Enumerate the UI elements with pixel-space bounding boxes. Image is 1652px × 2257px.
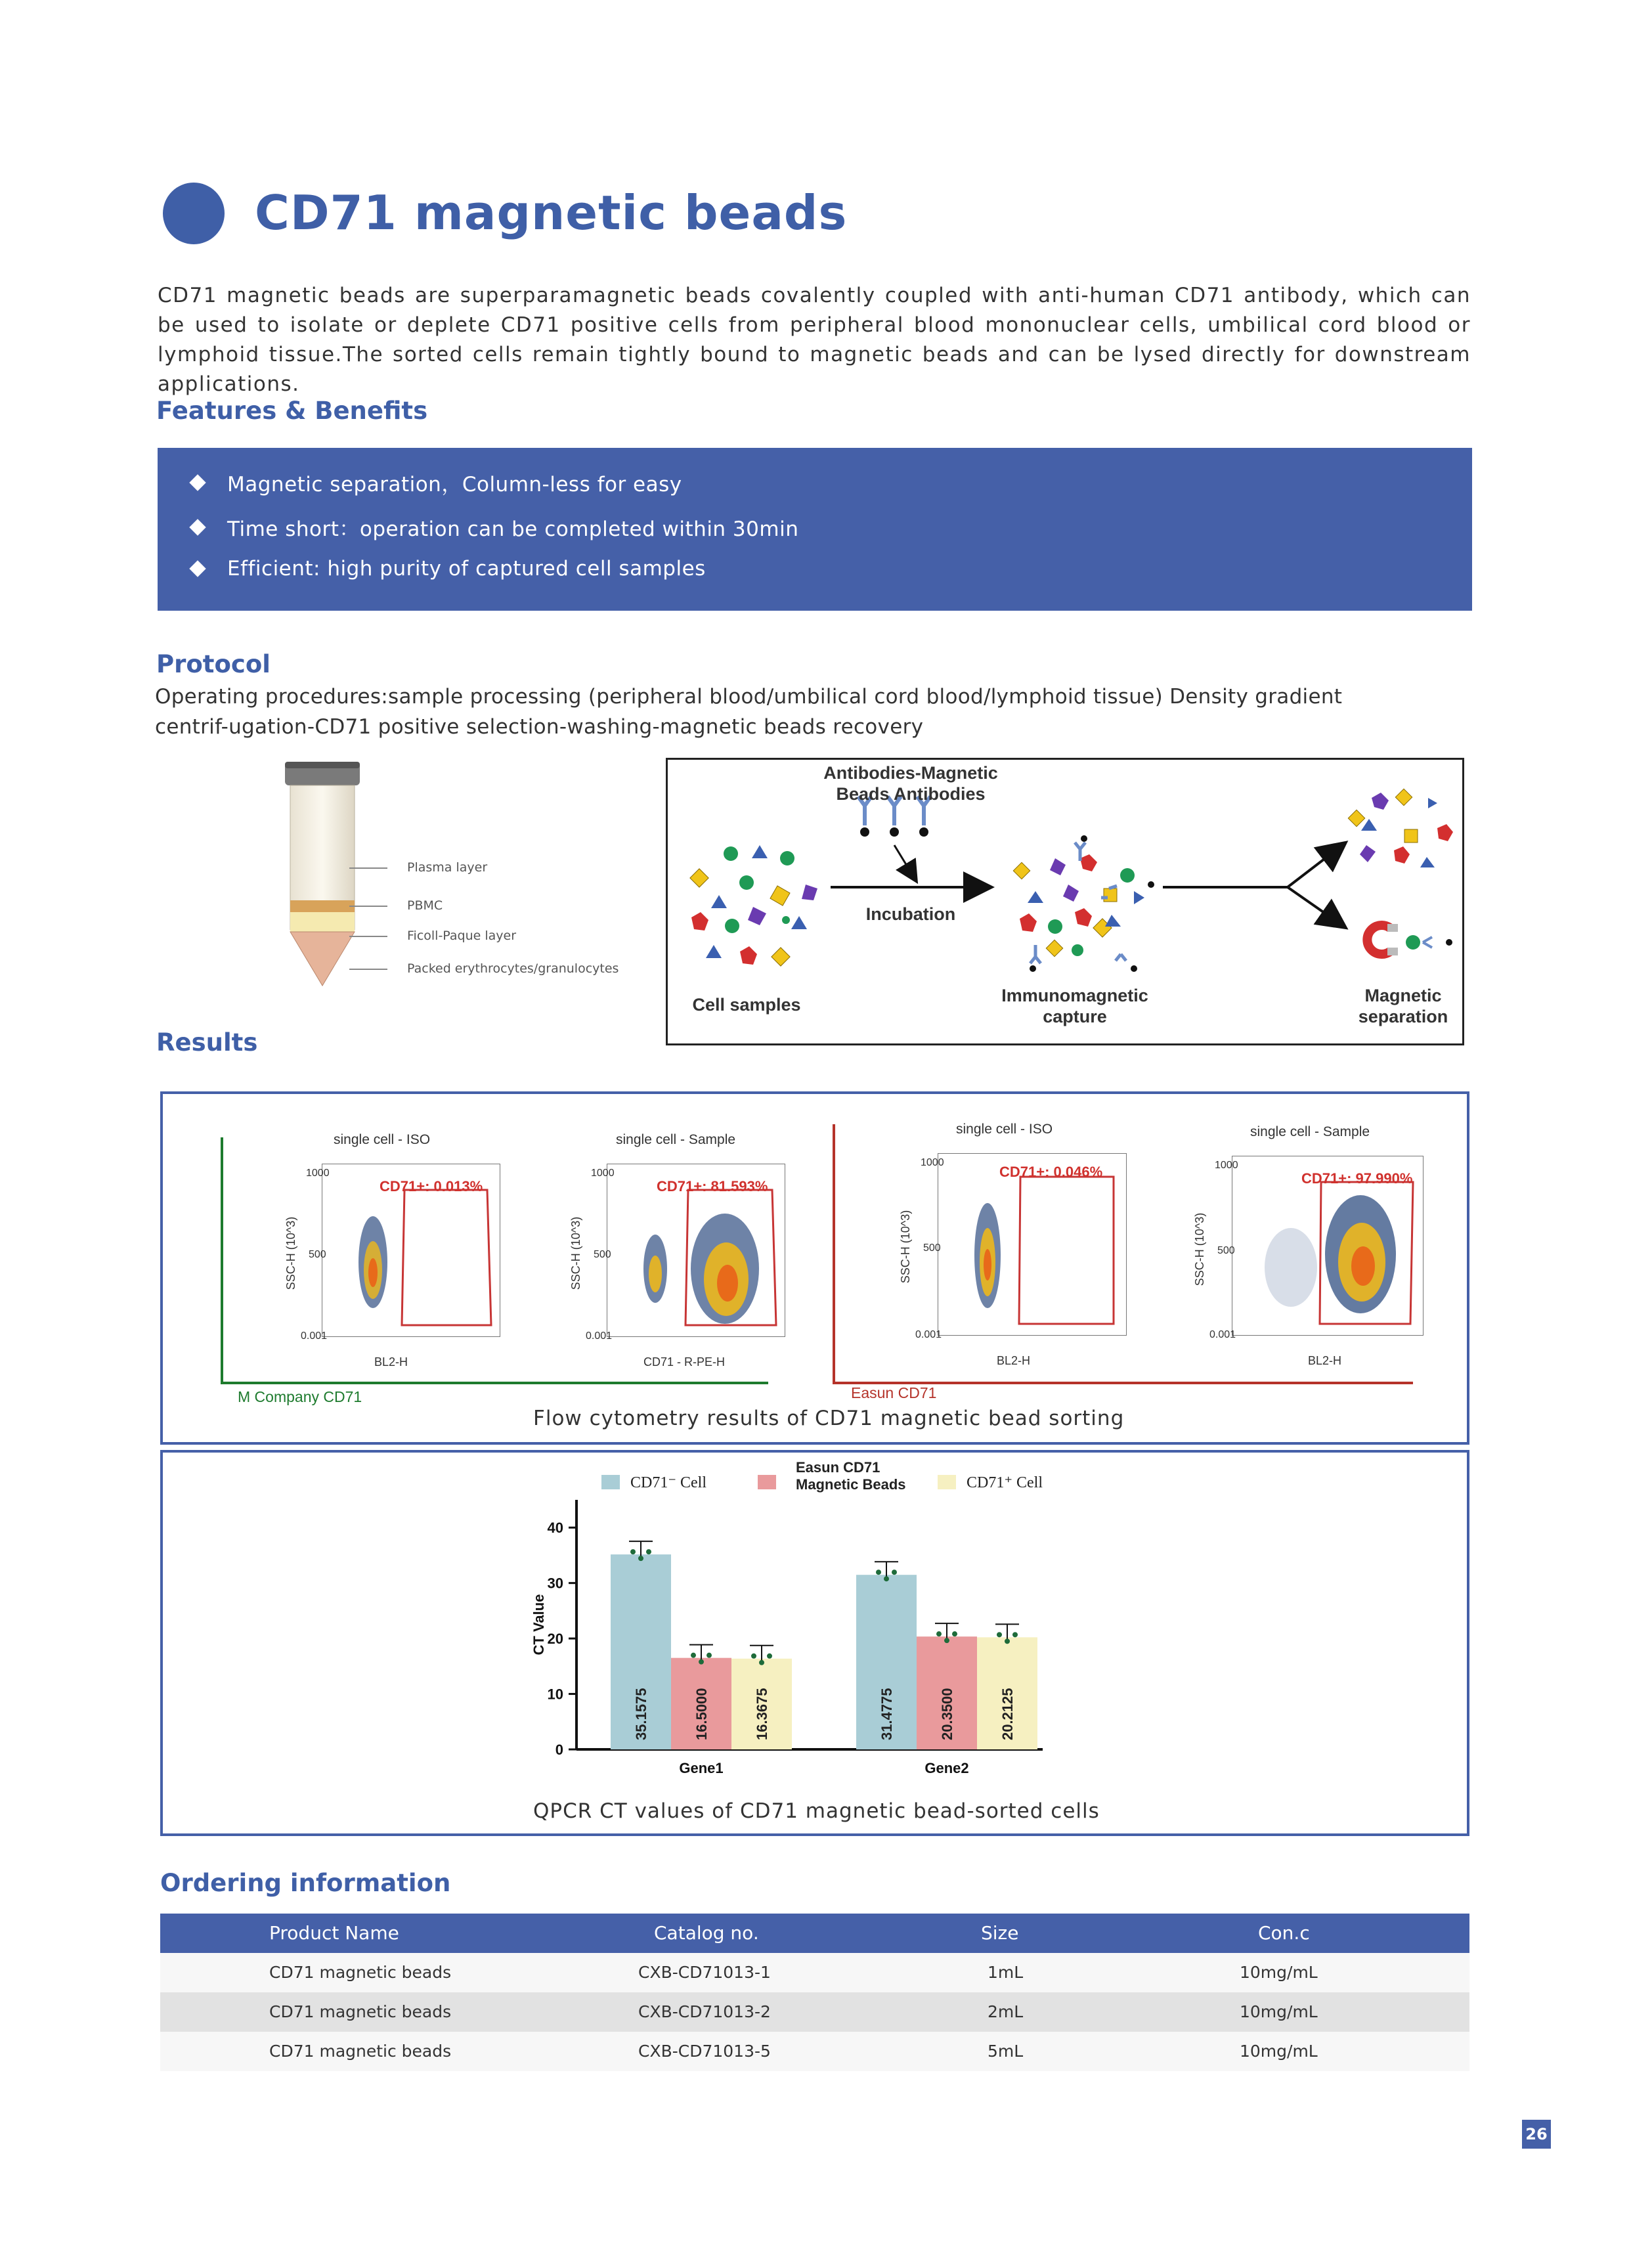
m-company-label: M Company CD71 <box>238 1388 362 1405</box>
intro-paragraph: CD71 magnetic beads are superparamagnetic beads covalently coupled with anti-human CD71 antibody, which can be used to isolate or deplete CD71 positive cells from peripheral blood mononuclear cells, umbilical cord blood or lymphoid tissue.The sorted cells remain tightly bound to magnetic beads and can be lysed directly for downstream applications. <box>158 284 1471 396</box>
table-row: CD71 magnetic beads CXB-CD71013-1 1mL 10mg/mL <box>160 1953 1469 1992</box>
tube-label: Ficoll-Paque layer <box>407 929 517 943</box>
bar-value-label: 20.3500 <box>939 1688 955 1740</box>
flow-plot: single cell - ISO CD71+: 0.013% 1000 500 0.001 SSC-H (10^3) BL2-H <box>288 1128 511 1371</box>
tube-label: Plasma layer <box>407 860 488 875</box>
bar-value-label: 20.2125 <box>999 1688 1016 1740</box>
qpcr-bar-chart <box>163 1453 1467 1833</box>
data-point <box>884 1576 889 1581</box>
separation-label: Magnetic separation <box>1358 986 1448 1026</box>
qpcr-panel <box>160 1450 1469 1836</box>
data-point <box>751 1654 756 1659</box>
data-point <box>706 1653 712 1658</box>
legend-swatch <box>758 1475 776 1489</box>
qpcr-caption: QPCR CT values of CD71 magnetic bead-sorted cells <box>533 1799 1100 1823</box>
legend-label: CD71⁻ Cell <box>630 1474 707 1491</box>
flow-plot: single cell - ISO CD71+: 0.046% 1000 500 0.001 SSC-H (10^3) BL2-H <box>901 1118 1137 1370</box>
gate-percentage: CD71+: 0.013% <box>380 1178 483 1194</box>
y-axis-label: CT Value <box>531 1594 547 1655</box>
plot-title: single cell - Sample <box>616 1132 736 1147</box>
data-point <box>1012 1632 1018 1637</box>
flow-plot: single cell - Sample CD71+: 97.990% 1000 500 0.001 SSC-H (10^3) BL2-H <box>1195 1120 1431 1372</box>
results-heading: Results <box>156 1028 258 1057</box>
bar-value-label: 31.4775 <box>879 1688 895 1740</box>
ordering-heading: Ordering information <box>160 1869 451 1897</box>
data-point <box>892 1569 897 1575</box>
tube-icon <box>276 759 643 996</box>
legend-label: Easun CD71 <box>796 1459 880 1476</box>
features-box <box>158 448 1472 611</box>
cell-samples-label: Cell samples <box>692 995 801 1015</box>
incubation-label: Incubation <box>865 904 956 924</box>
y-tick-label: 30 <box>547 1575 563 1592</box>
legend-label: CD71⁺ Cell <box>967 1474 1043 1491</box>
table-row: CD71 magnetic beads CXB-CD71013-2 2mL 10mg/mL <box>160 1992 1469 2032</box>
easun-label: Easun CD71 <box>851 1384 937 1401</box>
column-header: Catalog no. <box>654 1922 759 1944</box>
title-bullet-icon <box>163 183 225 244</box>
data-point <box>638 1556 643 1561</box>
data-point <box>767 1654 772 1659</box>
feature-item: Efficient: high purity of captured cell samples <box>192 557 706 581</box>
gate-percentage: CD71+: 97.990% <box>1301 1170 1413 1187</box>
gate-percentage: CD71+: 81.593% <box>657 1178 768 1194</box>
gate-percentage: CD71+: 0.046% <box>999 1164 1103 1180</box>
bar-value-label: 16.5000 <box>693 1688 710 1740</box>
data-point <box>1005 1638 1010 1644</box>
protocol-heading: Protocol <box>156 650 271 678</box>
column-header: Size <box>981 1922 1019 1944</box>
column-header: Con.c <box>1258 1922 1310 1944</box>
capture-label: Immunomagnetic capture <box>1001 986 1148 1026</box>
page-number: 26 <box>1522 2120 1551 2149</box>
data-point <box>630 1549 636 1554</box>
flow-caption: Flow cytometry results of CD71 magnetic bead sorting <box>533 1407 1125 1430</box>
y-tick-label: 0 <box>555 1742 563 1758</box>
flow-plot: single cell - Sample CD71+: 81.593% 1000 500 0.001 SSC-H (10^3) CD71 - R-PE-H <box>573 1128 796 1371</box>
centrifuge-tube-illustration <box>276 759 643 996</box>
diamond-bullet-icon <box>189 519 206 535</box>
features-heading: Features & Benefits <box>156 397 428 425</box>
protocol-text: Operating procedures:sample processing (peripheral blood/umbilical cord blood/lymphoid tissue) Density gradient centrif-ugation-CD71 positive selection-washing-magnetic beads recovery <box>155 685 1343 739</box>
legend-swatch <box>938 1475 956 1489</box>
tube-label: PBMC <box>407 898 443 913</box>
table-header-row <box>160 1914 1469 1953</box>
bar-value-label: 16.3675 <box>754 1688 770 1740</box>
plot-title: single cell - ISO <box>956 1122 1053 1137</box>
legend-swatch <box>601 1475 620 1489</box>
diamond-bullet-icon <box>189 474 206 491</box>
data-point <box>646 1549 651 1554</box>
feature-item: Time short：operation can be completed within 30min <box>192 512 798 542</box>
antibodies-label: Antibodies-Magnetic Beads Antibodies <box>823 763 998 804</box>
magnetic-separation-diagram <box>666 758 1464 1045</box>
x-tick-label: Gene1 <box>679 1760 724 1776</box>
data-point <box>691 1653 696 1658</box>
y-tick-label: 20 <box>547 1631 563 1648</box>
tube-label: Packed erythrocytes/granulocytes <box>407 961 619 976</box>
bar-value-label: 35.1575 <box>633 1688 649 1740</box>
data-point <box>699 1659 704 1665</box>
diamond-bullet-icon <box>189 560 206 577</box>
y-tick-label: 10 <box>547 1686 563 1703</box>
column-header: Product Name <box>269 1922 399 1944</box>
data-point <box>952 1631 957 1636</box>
data-point <box>759 1660 764 1665</box>
data-point <box>936 1631 942 1636</box>
ordering-table <box>160 1914 1469 2071</box>
y-tick-label: 40 <box>547 1520 563 1537</box>
legend-label: Magnetic Beads <box>796 1476 906 1493</box>
x-tick-label: Gene2 <box>924 1760 969 1776</box>
page-title: CD71 magnetic beads <box>255 185 848 240</box>
table-row: CD71 magnetic beads CXB-CD71013-5 5mL 10mg/mL <box>160 2032 1469 2071</box>
data-point <box>944 1638 949 1643</box>
feature-item: Magnetic separation，Column-less for easy <box>192 468 682 497</box>
plot-title: single cell - ISO <box>334 1132 431 1147</box>
data-point <box>876 1569 881 1575</box>
plot-title: single cell - Sample <box>1250 1124 1370 1139</box>
data-point <box>997 1632 1002 1637</box>
flow-cytometry-panel <box>160 1091 1469 1445</box>
